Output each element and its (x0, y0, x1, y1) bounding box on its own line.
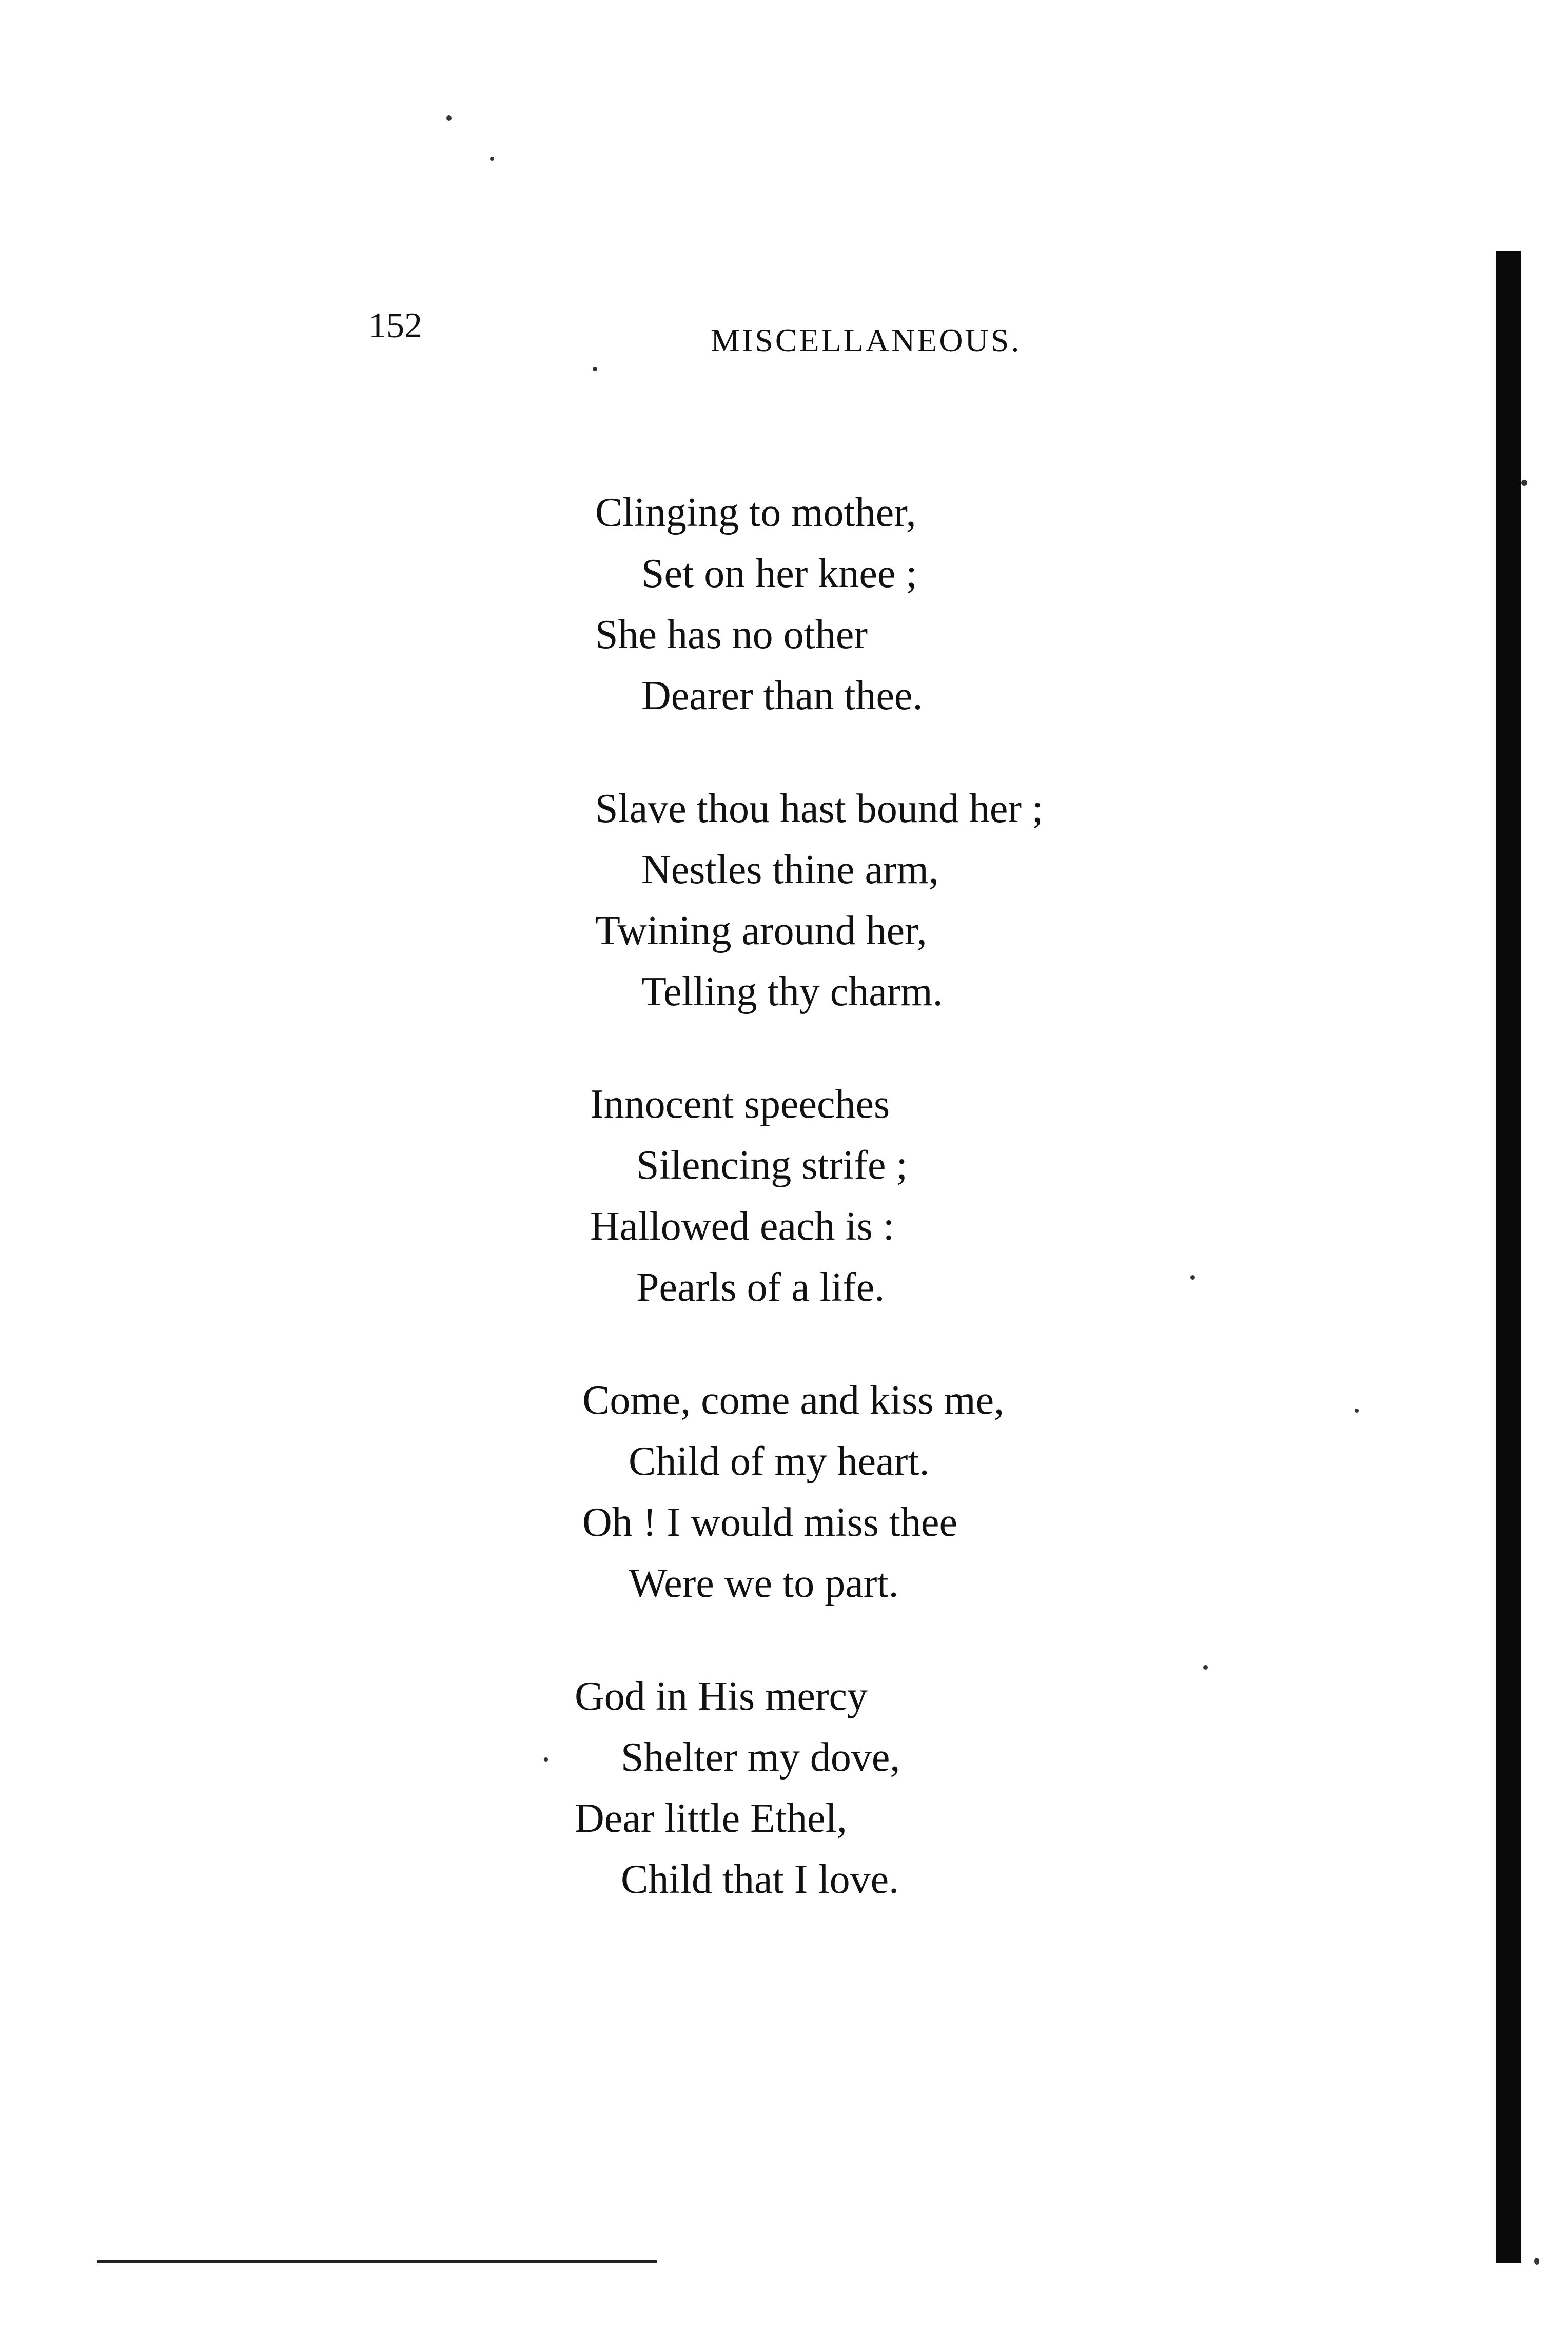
poem-line: Slave thou hast bound her ; (595, 786, 1044, 831)
scan-speck (544, 1757, 548, 1762)
scan-speck (1190, 1275, 1195, 1280)
scan-speck (490, 157, 494, 161)
page-edge-shadow (1496, 251, 1521, 2263)
poem-line: She has no other (595, 612, 868, 657)
scan-speck (1203, 1665, 1208, 1670)
poem-line: Come, come and kiss me, (582, 1378, 1005, 1423)
scan-speck (1534, 2258, 1539, 2265)
poem-line: Were we to part. (629, 1561, 899, 1606)
poem-line: Pearls of a life. (636, 1265, 885, 1310)
poem-line: God in His mercy (575, 1674, 868, 1719)
scan-speck (1521, 480, 1527, 486)
stanza-2 (595, 778, 1043, 1023)
stanza-1 (595, 482, 923, 727)
poem-line: Set on her knee ; (641, 551, 917, 596)
poem-line: Oh ! I would miss thee (582, 1500, 958, 1545)
poem-line: Child that I love. (621, 1857, 899, 1902)
poem-line: Dearer than thee. (641, 673, 923, 718)
poem-line: Hallowed each is : (590, 1204, 895, 1249)
scan-speck (1355, 1409, 1359, 1413)
poem-line: Clinging to mother, (595, 490, 916, 535)
poem-line: Child of my heart. (629, 1439, 930, 1484)
stanza-3 (590, 1074, 908, 1318)
poem-line: Twining around her, (595, 908, 927, 953)
poem-line: Shelter my dove, (621, 1735, 900, 1780)
poem-line: Nestles thine arm, (641, 847, 939, 892)
bottom-rule (97, 2260, 657, 2263)
stanza-4 (582, 1370, 1004, 1614)
stanza-5 (575, 1666, 900, 1910)
running-head: MISCELLANEOUS. (711, 322, 1022, 359)
poem-line: Innocent speeches (590, 1082, 890, 1127)
page-number: 152 (368, 306, 422, 345)
poem-line: Dear little Ethel, (575, 1796, 847, 1841)
poem-line: Silencing strife ; (636, 1143, 908, 1188)
scan-speck (593, 367, 597, 371)
poem-line: Telling thy charm. (641, 969, 943, 1014)
scan-speck (446, 115, 452, 121)
